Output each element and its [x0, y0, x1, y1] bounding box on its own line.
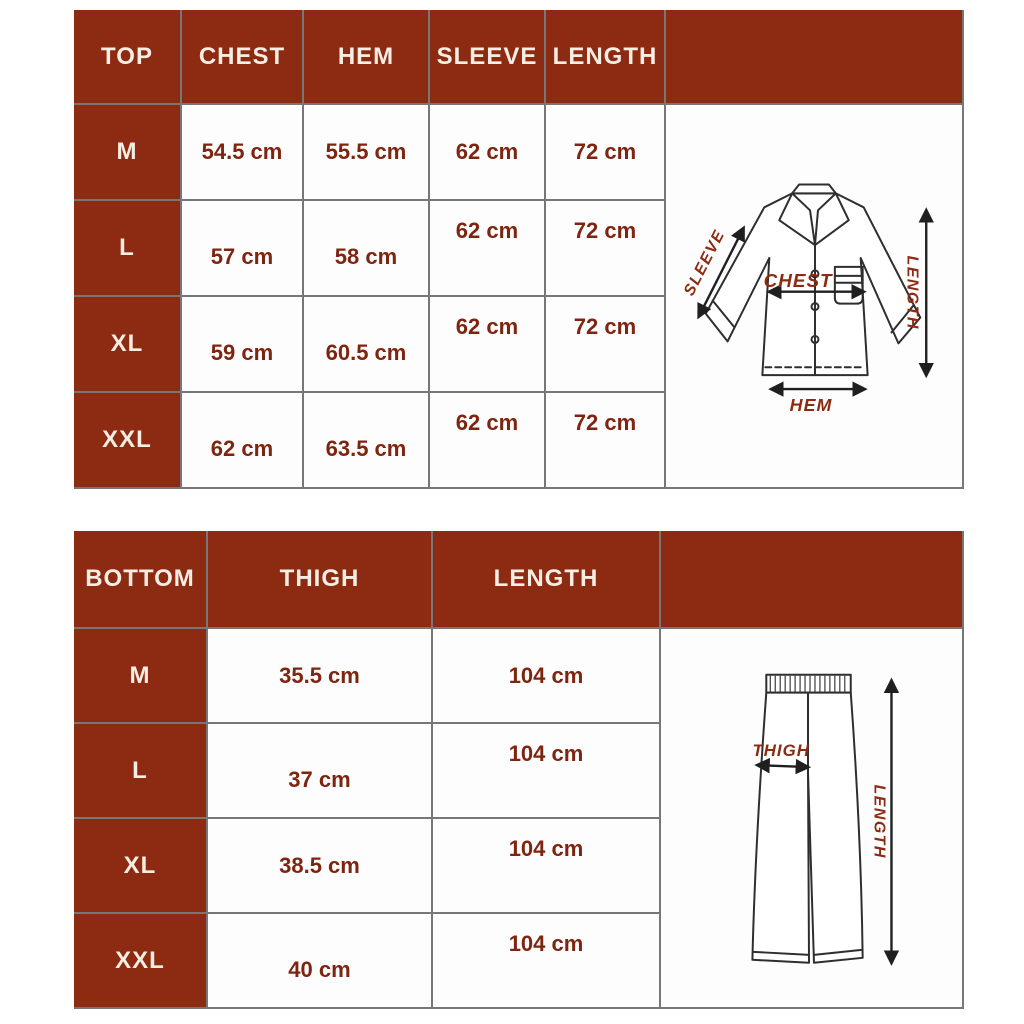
bottom-table-header-row [74, 531, 963, 628]
value-text: 62 cm [455, 314, 519, 339]
bottom-size-table [74, 531, 964, 1009]
header-bottom: BOTTOM [74, 531, 207, 628]
value-text: 62 cm [455, 410, 519, 435]
value-text: 104 cm [508, 740, 584, 766]
thigh-diagram-label: THIGH [752, 741, 810, 761]
bottom-table-row-m [74, 628, 963, 723]
value-text: 104 cm [508, 662, 584, 688]
length-value-cell [432, 913, 660, 1008]
pajama-pants-diagram-cell [660, 628, 963, 1008]
length-value-cell [432, 818, 660, 913]
value-text: 62 cm [210, 436, 274, 461]
sleeve-value-cell [429, 104, 545, 200]
value-text: 72 cm [573, 139, 637, 164]
pajama-top-illustration [666, 105, 962, 486]
sleeve-value-cell [429, 392, 545, 488]
value-text: 72 cm [573, 410, 637, 435]
chest-value-cell [181, 104, 303, 200]
value-text: 37 cm [288, 766, 351, 792]
thigh-value-cell [207, 723, 432, 818]
value-text: 62 cm [455, 218, 519, 243]
hem-value-cell [303, 200, 429, 296]
value-text: 104 cm [508, 930, 584, 956]
pajama-top-diagram-cell [665, 104, 963, 488]
length-value-cell [432, 723, 660, 818]
thigh-value-cell [207, 818, 432, 913]
size-label: XL [74, 296, 181, 392]
collar-back [792, 185, 836, 194]
waistband [766, 675, 850, 693]
top-table-header-row [74, 10, 963, 104]
value-text: 58 cm [334, 244, 398, 269]
chest-diagram-label: CHEST [763, 270, 833, 292]
length-value-cell [545, 200, 665, 296]
value-text: 60.5 cm [325, 340, 407, 365]
pajama-pants-illustration [661, 629, 962, 1006]
header-hem: HEM [303, 10, 429, 104]
value-text: 57 cm [210, 244, 274, 269]
length-value-cell [545, 104, 665, 200]
chest-value-cell [181, 392, 303, 488]
header-sleeve: SLEEVE [429, 10, 545, 104]
size-label: XL [74, 818, 207, 913]
hem-value-cell [303, 296, 429, 392]
header-thigh: THIGH [207, 531, 432, 628]
value-text: 54.5 cm [201, 139, 283, 164]
value-text: 104 cm [508, 835, 584, 861]
value-text: 72 cm [573, 314, 637, 339]
thigh-value-cell [207, 913, 432, 1008]
top-table-row-m [74, 104, 963, 200]
value-text: 38.5 cm [279, 852, 360, 878]
sleeve-diagram-label: SLEEVE [680, 227, 729, 299]
sleeve-value-cell [429, 200, 545, 296]
length-value-cell [545, 392, 665, 488]
length-value-cell [432, 628, 660, 723]
size-label: XXL [74, 913, 207, 1008]
size-label: M [74, 104, 181, 200]
chest-value-cell [181, 200, 303, 296]
length-value-cell [545, 296, 665, 392]
value-text: 63.5 cm [325, 436, 407, 461]
value-text: 35.5 cm [279, 662, 360, 688]
length-diagram-label: LENGTH [903, 255, 921, 331]
value-text: 55.5 cm [325, 139, 407, 164]
hem-value-cell [303, 104, 429, 200]
value-text: 72 cm [573, 218, 637, 243]
value-text: 62 cm [455, 139, 519, 164]
size-label: L [74, 200, 181, 296]
hem-value-cell [303, 392, 429, 488]
bottom-diagram-header-cell [660, 531, 963, 628]
left-leg-outline [752, 693, 809, 963]
size-label: XXL [74, 392, 181, 488]
length-diagram-label: LENGTH [870, 784, 888, 860]
value-text: 59 cm [210, 340, 274, 365]
thigh-value-cell [207, 628, 432, 723]
value-text: 40 cm [288, 956, 351, 982]
sleeve-value-cell [429, 296, 545, 392]
top-diagram-header-cell [665, 10, 963, 104]
header-chest: CHEST [181, 10, 303, 104]
hem-diagram-label: HEM [789, 395, 833, 416]
chest-value-cell [181, 296, 303, 392]
right-leg-outline [808, 693, 863, 963]
header-length: LENGTH [545, 10, 665, 104]
size-label: L [74, 723, 207, 818]
size-label: M [74, 628, 207, 723]
header-top: TOP [74, 10, 181, 104]
top-size-table [74, 10, 964, 489]
header-length: LENGTH [432, 531, 660, 628]
